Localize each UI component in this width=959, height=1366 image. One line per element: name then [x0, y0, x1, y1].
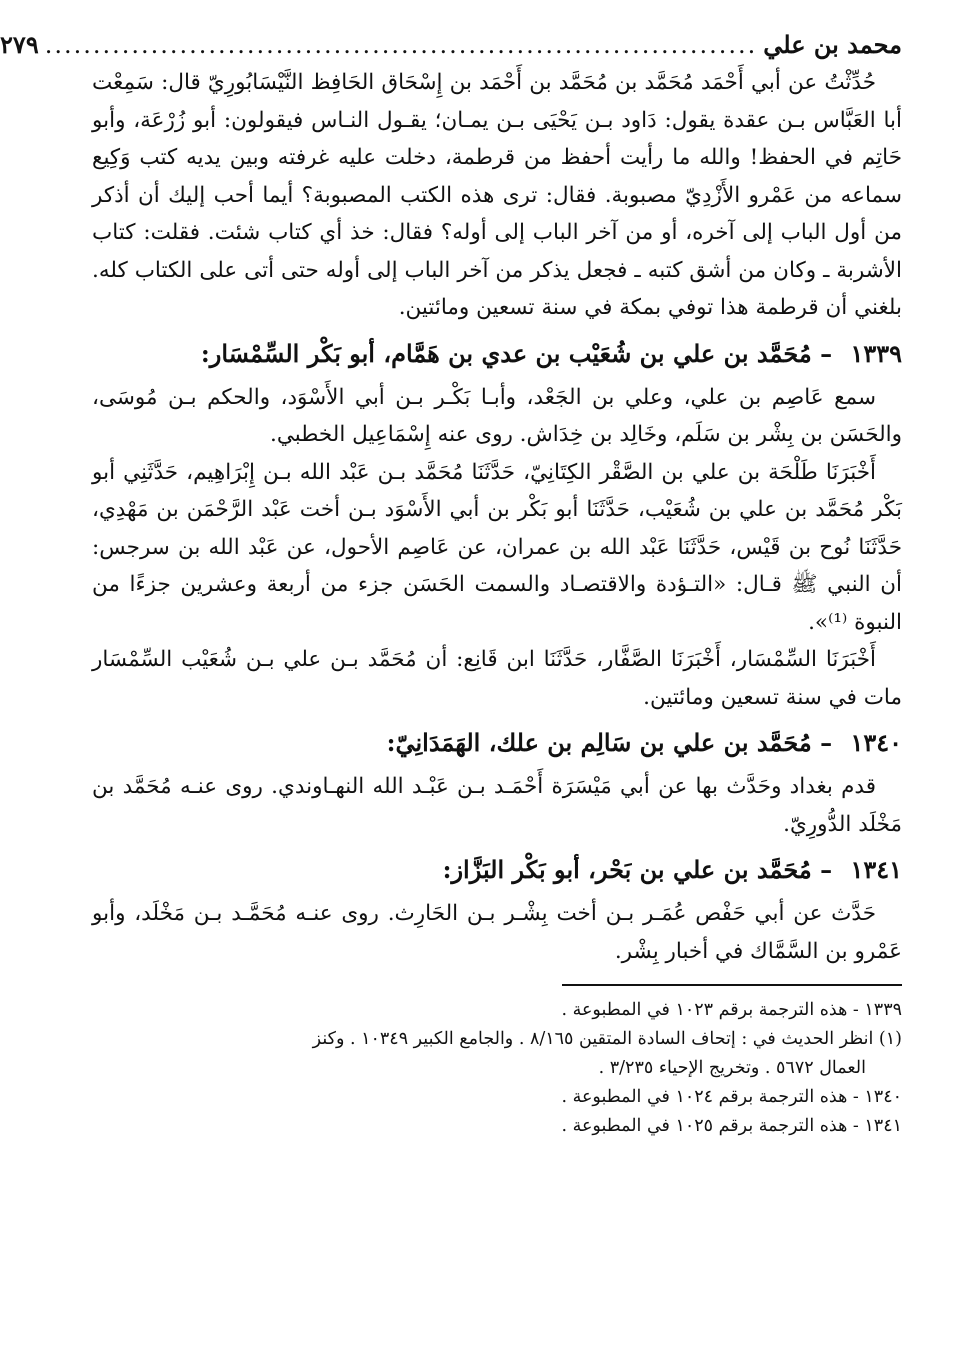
biography-entry-1341: [92, 851, 902, 970]
biography-entry-1340: [92, 724, 902, 843]
page-number: ٢٧٩: [0, 30, 39, 59]
entry-number: ١٣٤٠: [850, 728, 902, 757]
entry-paragraph: أَخْبَرَنَا طَلْحَة بن علي بن الصَّقْر الكِتَانِيّ، حَدَّثَنَا مُحَمَّد بـن عَبْد الله بـن إِبْرَاهِيم، حَدَّثَنِي أبو بَكْر مُحَمَّد بن علي بن شُعَيْب، حَدَّثَنَا أبو بَكْر بن أبي الأَسْوَد بـن أخت عَبْد الرَّحْمَن بن مَهْدِي، حَدَّثَنَا نُوح بن قَيْس، حَدَّثَنَا عَبْد الله بن عمران، عن عَاصِم الأحول، عن عَبْد الله بن سرجس: أن النبي ﷺ قـال: «التـؤدة والاقتصـاد والسمت الحَسَن جزء من أربعة وعشرين جزءًا من النبوة ⁽¹⁾».: [92, 459, 902, 635]
entry-paragraph: قدم بغداد وحَدَّث بها عن أبي مَيْسَرَة أَحْمَـد بـن عَبْـد الله النهـاوندي. روى عنـه مُحَمَّد بن مَخْلَد الدُّورِيّ.: [92, 774, 902, 837]
entry-title: مُحَمَّد بن علي بن بَحْر، أبو بَكْر البَزَّاز:: [442, 855, 812, 884]
intro-paragraph: حُدِّثْتُ عن أبي أَحْمَد مُحَمَّد بن مُحَمَّد بن أَحْمَد بن إِسْحَاق الحَافِظ النَّيْسَابُورِيّ قال: سَمِعْت أبا العَبَّاس بـن عقدة يقول: دَاود بـن يَحْيَى بـن يمـان؛ يقـول النـاس فيقولون: أبو زُرْعَة، وأبو حَاتِم في الحفظ! والله ما رأيت أحفظ من قرطمة، دخلت عليه غرفته وبين يديه كتب وَكِيع سماعه من عَمْرو الأَزْدِيّ مصبوبة. فقال: ترى هذه الكتب المصبوبة؟ أيما أحب إليك أن أذكر من أول الباب إلى آخره، أو من آخر الباب إلى أوله؟ فقال: خذ أي كتاب شئت. فقلت: كتاب الأشربة ـ وكان من أشق كتبه ـ فجعل يذكر من آخر الباب إلى أوله حتى أتى على الكتاب كله. بلغني أن قرطمة هذا توفي بمكة في سنة تسعين ومائتين.: [92, 70, 902, 320]
biography-entry-1339: [92, 335, 902, 717]
entry-heading: [92, 335, 902, 373]
footnote-line: ١٣٣٩ - هذه الترجمة برقم ١٠٢٣ في المطبوعة .: [561, 1000, 902, 1020]
footnotes: [92, 996, 902, 1141]
entry-dash: –: [811, 855, 841, 884]
footnote-line: ١٣٤١ - هذه الترجمة برقم ١٠٢٥ في المطبوعة .: [561, 1116, 902, 1136]
entry-paragraph: أَخْبَرَنَا السِّمْسَار، أَخْبَرَنَا الصَّفَّار، حَدَّثَنَا ابن قَانِع: أن مُحَمَّد بـن علي بـن شُعَيْب السِّمْسَار مات في سنة تسعين ومائتين.: [92, 647, 902, 710]
entry-dash: –: [811, 728, 841, 757]
footnote-separator: [562, 984, 902, 986]
running-head-leader-dots: ..........................................................................: [44, 31, 758, 59]
entry-paragraph: حَدَّث عن أبي حَفْص عُمَـر بـن أخت بِشْـر بـن الحَارِث. روى عنـه مُحَمَّـد بـن مَخْلَد، وأبو عَمْرو بن السَّمَّاك في أخبار بِشْر.: [92, 901, 902, 964]
entry-title: مُحَمَّد بن علي بن سَالِم بن علك، الهَمَدَانِيّ:: [386, 728, 812, 757]
book-page: [0, 26, 902, 1346]
entry-dash: –: [811, 338, 841, 368]
entry-heading: [92, 851, 902, 889]
running-head-title: محمد بن علي: [763, 30, 902, 59]
entry-number: ١٣٣٩: [850, 338, 902, 368]
footnote-line: ١٣٤٠ - هذه الترجمة برقم ١٠٢٤ في المطبوعة .: [561, 1087, 902, 1107]
entry-number: ١٣٤١: [850, 855, 902, 884]
running-head: [0, 26, 902, 64]
entry-title: مُحَمَّد بن علي بن شُعَيْب بن عدي بن هَمَّام، أبو بَكْر السِّمْسَار:: [200, 338, 812, 368]
entry-heading: [92, 724, 902, 762]
footnote-continuation: العمال ٥٦٧٢ . وتخريج الإحياء ٣/٢٣٥ .: [598, 1058, 866, 1078]
footnote-line: (١) انظر الحديث في : إتحاف السادة المتقين ٨/١٦٥ . والجامع الكبير ١٠٣٤٩ . وكنز: [312, 1029, 902, 1049]
entry-paragraph: سمع عَاصِم بن علي، وعلي بن الجَعْد، وأبـا بَكْـر بـن أبي الأَسْوَد، والحكم بـن مُوسَى، والحَسَن بن بِشْر بن سَلَم، وخَالِد بن خِدَاش. روى عنه إِسْمَاعِيل الخطبي.: [92, 384, 902, 447]
